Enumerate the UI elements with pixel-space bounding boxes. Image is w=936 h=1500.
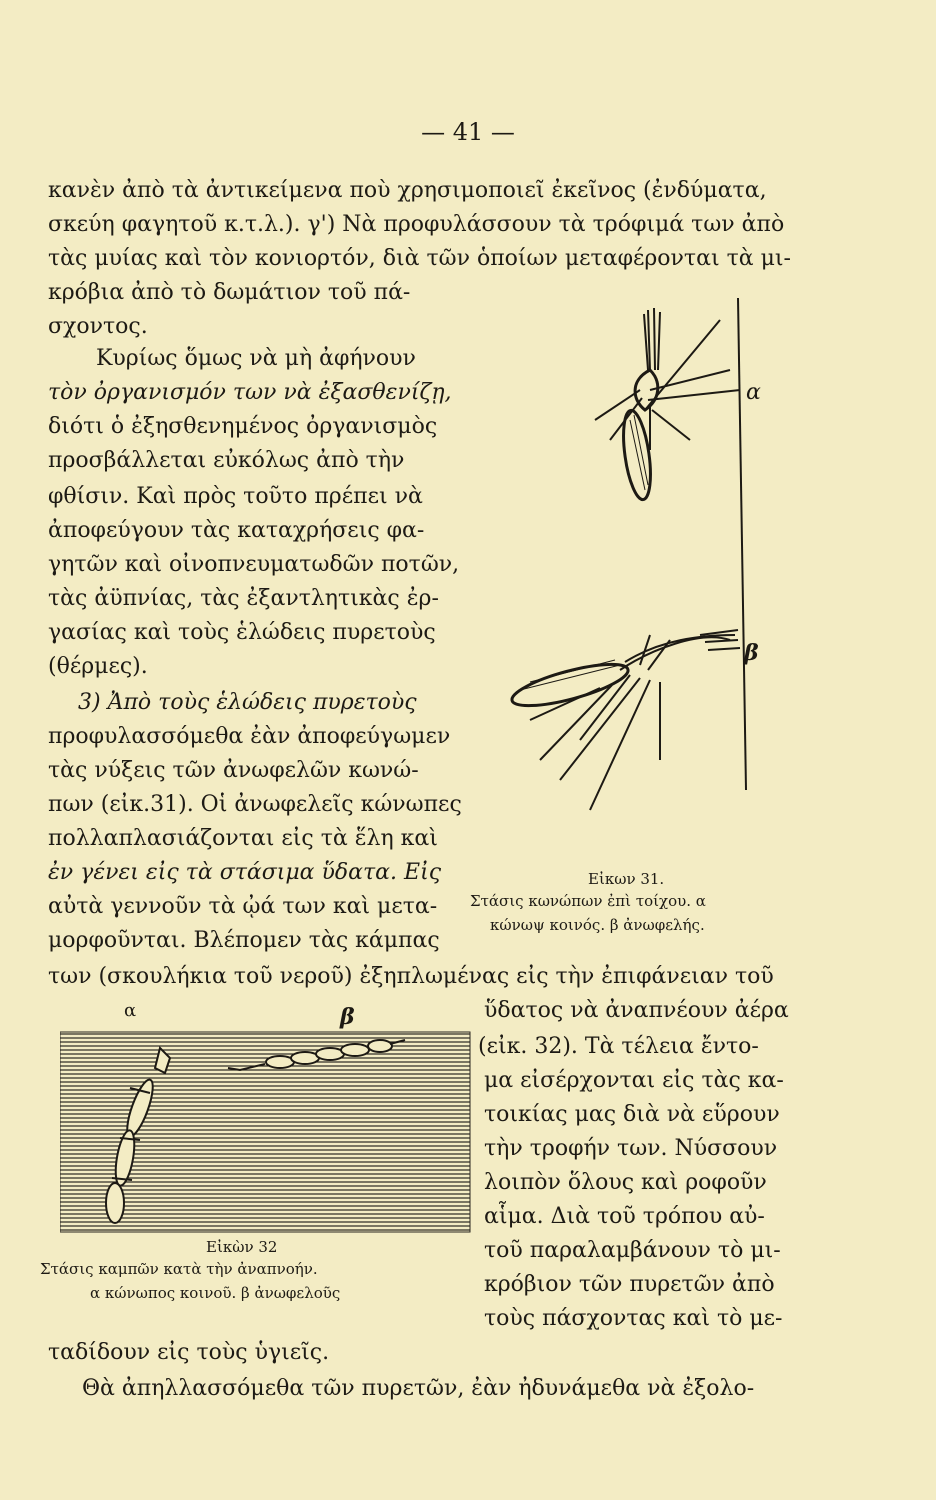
text-line: ταδίδουν εἰς τοὺς ὑγιεῖς. bbox=[48, 1340, 330, 1365]
text-line: ὕδατος νὰ ἀναπνέουν ἀέρα bbox=[484, 998, 789, 1023]
figure-32-caption-title: Εἰκὼν 32 bbox=[206, 1238, 278, 1256]
text-line: τοικίας μας διὰ νὰ εὕρουν bbox=[484, 1102, 780, 1127]
text-line: μορφοῦνται. Βλέπομεν τὰς κάμπας bbox=[48, 928, 440, 953]
text-line: αἷμα. Διὰ τοῦ τρόπου αὐ- bbox=[484, 1204, 765, 1229]
figure-31-label-a: α bbox=[746, 380, 761, 405]
figure-31-label-b: β bbox=[744, 640, 759, 666]
text-line: τοὺς πάσχοντας καὶ τὸ με- bbox=[484, 1306, 783, 1331]
text-line: ἀποφεύγουν τὰς καταχρήσεις φα- bbox=[48, 518, 425, 543]
figure-31-caption-line1: Στάσις κωνώπων ἐπὶ τοίχου. α bbox=[470, 892, 706, 910]
figure-31-illustration bbox=[500, 290, 800, 850]
text-line: λοιπὸν ὅλους καὶ ροφοῦν bbox=[484, 1170, 767, 1195]
text-line: προσβάλλεται εὐκόλως ἀπὸ τὴν bbox=[48, 448, 405, 473]
text-line: τὴν τροφήν των. Νύσσουν bbox=[484, 1136, 778, 1161]
page-number: — 41 — bbox=[421, 118, 515, 146]
text-line: τὰς νύξεις τῶν ἀνωφελῶν κωνώ- bbox=[48, 758, 419, 783]
text-line: κανὲν ἀπὸ τὰ ἀντικείμενα ποὺ χρησιμοποιεῖ ἐκεῖνος (ἐνδύματα, bbox=[48, 178, 767, 203]
text-line: τοῦ παραλαμβάνουν τὸ μι- bbox=[484, 1238, 781, 1263]
text-line: Θὰ ἀπηλλασσόμεθα τῶν πυρετῶν, ἐὰν ἠδυνάμεθα νὰ ἐξολο- bbox=[82, 1376, 755, 1401]
text-line: γητῶν καὶ οἰνοπνευματωδῶν ποτῶν, bbox=[48, 552, 460, 577]
text-line: (εἰκ. 32). Τὰ τέλεια ἔντο- bbox=[478, 1034, 759, 1059]
figure-32-label-a: α bbox=[124, 1000, 137, 1021]
text-line: μα εἰσέρχονται εἰς τὰς κα- bbox=[484, 1068, 784, 1093]
text-line: Κυρίως ὅμως νὰ μὴ ἀφήνουν bbox=[96, 346, 416, 371]
figure-32-caption-line1: Στάσις καμπῶν κατὰ τὴν ἀναπνοήν. bbox=[40, 1260, 318, 1278]
text-line: σκεύη φαγητοῦ κ.τ.λ.). γ') Νὰ προφυλάσσουν τὰ τρόφιμά των ἀπὸ bbox=[48, 212, 785, 237]
text-line: πολλαπλασιάζονται εἰς τὰ ἕλη καὶ bbox=[48, 826, 438, 851]
text-line: προφυλασσόμεθα ἐὰν ἀποφεύγωμεν bbox=[48, 724, 451, 749]
text-line: διότι ὁ ἐξησθενημένος ὀργανισμὸς bbox=[48, 414, 438, 439]
figure-32-caption-line2: α κώνωπος κοινοῦ. β ἀνωφελοῦς bbox=[90, 1284, 341, 1302]
text-line: 3) Ἀπὸ τοὺς ἑλώδεις πυρετοὺς bbox=[78, 690, 417, 715]
text-line: σχοντος. bbox=[48, 314, 148, 339]
figure-31-caption-title: Εἰκων 31. bbox=[588, 870, 665, 888]
text-line: πων (εἰκ.31). Οἱ ἀνωφελεῖς κώνωπες bbox=[48, 792, 462, 817]
figure-32-illustration bbox=[60, 1028, 480, 1240]
text-line: (θέρμες). bbox=[48, 654, 148, 679]
text-line: τὰς μυίας καὶ τὸν κονιορτόν, διὰ τῶν ὁποίων μεταφέρονται τὰ μι- bbox=[48, 246, 791, 271]
text-line: φθίσιν. Καὶ πρὸς τοῦτο πρέπει νὰ bbox=[48, 484, 423, 509]
text-line: ἐν γένει εἰς τὰ στάσιμα ὕδατα. Εἰς bbox=[48, 860, 442, 885]
text-line: αὐτὰ γεννοῦν τὰ ᾠά των καὶ μετα- bbox=[48, 894, 438, 919]
text-line: κρόβια ἀπὸ τὸ δωμάτιον τοῦ πά- bbox=[48, 280, 411, 305]
text-line: κρόβιον τῶν πυρετῶν ἀπὸ bbox=[484, 1272, 775, 1297]
text-line: γασίας καὶ τοὺς ἑλώδεις πυρετοὺς bbox=[48, 620, 436, 645]
text-line: τὰς ἀϋπνίας, τὰς ἐξαντλητικὰς ἐρ- bbox=[48, 586, 439, 611]
figure-32-label-b: β bbox=[340, 1004, 355, 1030]
figure-31-caption-line2: κώνωψ κοινός. β ἀνωφελής. bbox=[490, 916, 705, 934]
text-line: τὸν ὀργανισμόν των νὰ ἐξασθενίζῃ, bbox=[48, 380, 452, 405]
text-line: των (σκουλήκια τοῦ νεροῦ) ἐξηπλωμένας εἰς τὴν ἐπιφάνειαν τοῦ bbox=[48, 964, 774, 989]
